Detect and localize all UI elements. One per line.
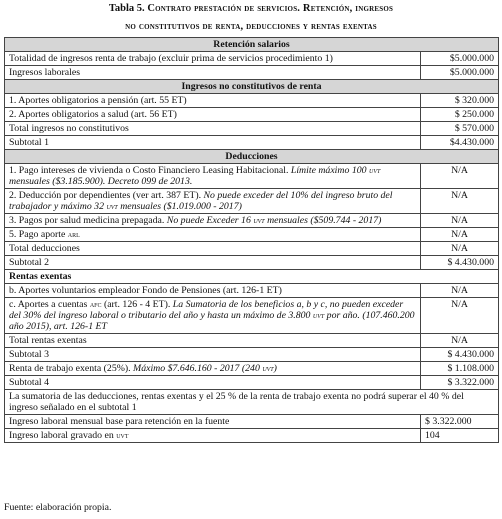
row-value: N/A <box>421 214 499 228</box>
row-value: $ 3.322.000 <box>421 415 499 429</box>
row-label: 5. Pago aporte arl <box>5 228 421 242</box>
table-row <box>5 334 499 348</box>
row-label: Ingresos laborales <box>5 66 421 80</box>
row-label: 2. Deducción por dependientes (ver art. 387 ET). No puede exceder del 10% del ingreso bruto del trabajador y máximo 32 uvt mensuales ($1.019.000 - 2017) <box>5 189 421 214</box>
row-value: N/A <box>421 298 499 334</box>
row-label: c. Aportes a cuentas afc (art. 126 - 4 ET). La Sumatoria de los beneficios a, b y c, no pueden exceder del 30% del ingreso laboral o tributario del año y hasta un máximo de 3.800 uvt por año. (107.460.200 año 2015), art. 126-1 ET <box>5 298 421 334</box>
table-row <box>5 242 499 256</box>
note-text: La sumatoria de las deducciones, rentas exentas y el 25 % de la renta de trabajo exenta no podrá superar el 40 % del ingreso señalado en el subtotal 1 <box>5 390 499 415</box>
row-label: 1. Aportes obligatorios a pensión (art. 55 ET) <box>5 94 421 108</box>
table-row <box>5 228 499 242</box>
section-header-retencion: Retención salarios <box>5 38 499 52</box>
table-row <box>5 108 499 122</box>
table-row <box>5 415 499 429</box>
row-label: 2. Aportes obligatorios a salud (art. 56 ET) <box>5 108 421 122</box>
table-row <box>5 66 499 80</box>
row-label: 1. Pago intereses de vivienda o Costo Financiero Leasing Habitacional. Límite máximo 100 uvt mensuales ($3.185.900). Decreto 099 de 2013. <box>5 164 421 189</box>
row-label: Renta de trabajo exenta (25%). Máximo $7.646.160 - 2017 (240 uvt) <box>5 362 421 376</box>
table-title <box>0 3 502 15</box>
row-value: N/A <box>421 164 499 189</box>
row-value: $ 4.430.000 <box>421 348 499 362</box>
table-row <box>5 298 499 334</box>
row-value: N/A <box>421 334 499 348</box>
table-title-line2-wrap <box>0 21 502 33</box>
table-title-line2: no constitutivos de renta, deducciones y rentas exentas <box>125 21 377 32</box>
source-note: Fuente: elaboración propia. <box>4 502 112 513</box>
row-label: b. Aportes voluntarios empleador Fondo de Pensiones (art. 126-1 ET) <box>5 284 421 298</box>
row-value: N/A <box>421 228 499 242</box>
row-label: Subtotal 1 <box>5 136 421 150</box>
tax-table <box>4 37 499 443</box>
section-header-rentas-exentas: Rentas exentas <box>5 270 499 284</box>
table-row <box>5 362 499 376</box>
table-row <box>5 256 499 270</box>
section-header-deducciones: Deducciones <box>5 150 499 164</box>
table-row <box>5 94 499 108</box>
table-row <box>5 376 499 390</box>
table-number: Tabla 5. <box>108 3 145 14</box>
row-value: N/A <box>421 242 499 256</box>
row-label: 3. Pagos por salud medicina prepagada. No puede Exceder 16 uvt mensuales ($509.744 - 2017) <box>5 214 421 228</box>
table-title-line1: Contrato prestación de servicios. Retención, ingresos <box>147 3 394 14</box>
row-value: $ 250.000 <box>421 108 499 122</box>
row-value: N/A <box>421 284 499 298</box>
row-label: Total ingresos no constitutivos <box>5 122 421 136</box>
row-label: Subtotal 3 <box>5 348 421 362</box>
table-row <box>5 429 499 443</box>
row-value: $5.000.000 <box>421 66 499 80</box>
row-label: Total deducciones <box>5 242 421 256</box>
table-row <box>5 189 499 214</box>
note-row <box>5 390 499 415</box>
row-label: Subtotal 4 <box>5 376 421 390</box>
row-label: Subtotal 2 <box>5 256 421 270</box>
row-value: $ 570.000 <box>421 122 499 136</box>
table-row <box>5 122 499 136</box>
row-value: $ 320.000 <box>421 94 499 108</box>
row-value: $ 3.322.000 <box>421 376 499 390</box>
table-row <box>5 348 499 362</box>
row-value: $ 4.430.000 <box>421 256 499 270</box>
row-label: Totalidad de ingresos renta de trabajo (excluir prima de servicios procedimiento 1) <box>5 52 421 66</box>
row-label: Total rentas exentas <box>5 334 421 348</box>
row-value: $ 1.108.000 <box>421 362 499 376</box>
row-label: Ingreso laboral gravado en uvt <box>5 429 421 443</box>
row-value: $4.430.000 <box>421 136 499 150</box>
table-row <box>5 136 499 150</box>
table-row <box>5 214 499 228</box>
section-header-no-constitutivos: Ingresos no constitutivos de renta <box>5 80 499 94</box>
table-row <box>5 52 499 66</box>
row-label: Ingreso laboral mensual base para retención en la fuente <box>5 415 421 429</box>
row-value: N/A <box>421 189 499 214</box>
row-value: 104 <box>421 429 499 443</box>
table-row <box>5 284 499 298</box>
row-value: $5.000.000 <box>421 52 499 66</box>
table-row <box>5 164 499 189</box>
